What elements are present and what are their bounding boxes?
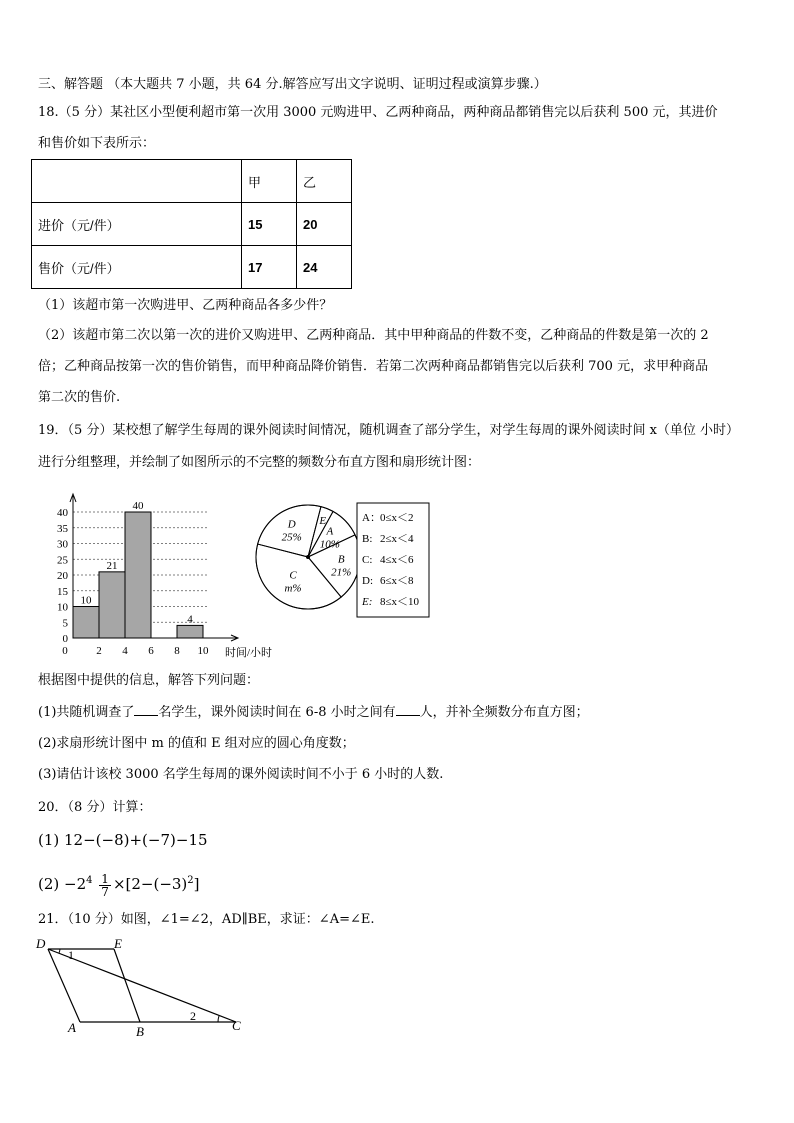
y-tick-label: 30 (57, 538, 68, 551)
table-cell: 20 (297, 203, 352, 246)
q19-sub1-c: 人，并补全频数分布直方图； (419, 705, 589, 720)
table-row (32, 203, 352, 246)
pie-slice-label: D (287, 518, 296, 531)
fraction-numerator: 1 (101, 871, 109, 886)
q18-part1: （1）该超市第一次购进甲、乙两种商品各多少件？ (38, 298, 333, 313)
expr2-prefix: (2) −2 (38, 875, 87, 893)
pie-slice-label: C (289, 569, 297, 582)
segment-EB (114, 949, 140, 1022)
label-A: A (68, 1020, 76, 1035)
pie-center-dot (306, 555, 310, 559)
x-tick-label: 6 (148, 645, 154, 657)
legend-key: A： (362, 512, 381, 524)
y-tick-label: 20 (57, 570, 68, 582)
table-cell: 进价（元/件） (32, 203, 242, 246)
legend-range: 6≤x＜8 (380, 575, 414, 587)
legend-range: 4≤x＜6 (380, 554, 414, 566)
y-tick-label: 0 (62, 633, 68, 645)
q19-after: 根据图中提供的信息，解答下列问题： (38, 673, 260, 688)
y-tick-label: 40 (57, 507, 68, 519)
legend-range: 0≤x＜2 (380, 512, 414, 524)
q18-part2-line1: （2）该超市第二次以第一次的进价又购进甲、乙两种商品．其中甲种商品的件数不变，乙种商品的件数是第一次的 2 (38, 328, 709, 343)
table-row (32, 160, 352, 203)
y-tick-label: 35 (57, 522, 68, 535)
q20-expr1: (1) 12−(−8)+(−7)−15 (38, 831, 208, 849)
table-cell: 17 (242, 246, 297, 289)
expr2-middle: ×[2−(−3) (112, 875, 188, 893)
x-tick-label: 2 (96, 645, 102, 657)
legend-key: B: (362, 533, 373, 545)
expr2-exponent: 4 (86, 875, 93, 886)
table-row (32, 246, 352, 289)
bar-value-label: 40 (132, 500, 144, 512)
y-tick-label: 15 (57, 585, 68, 598)
bar-value-label: 4 (187, 613, 193, 626)
histogram-bar (125, 512, 151, 638)
pie-slice-percent: 21% (331, 566, 352, 579)
q18-line1: 18.（5 分）某社区小型便利超市第一次用 3000 元购进甲、乙两种商品，两种商品都销售完以后获利 500 元，其进价 (38, 105, 718, 120)
table-header-cell: 乙 (297, 160, 352, 203)
geometry-figure (34, 938, 254, 1038)
histogram-bar (99, 572, 125, 638)
q20-expr2 (38, 866, 200, 899)
label-angle-2: 2 (190, 1009, 196, 1023)
pie-slice-label: E (319, 514, 327, 527)
label-E: E (114, 938, 122, 951)
q19-line2: 进行分组整理，并绘制了如图所示的不完整的频数分布直方图和扇形统计图： (38, 455, 481, 470)
x-tick-label: 0 (62, 645, 68, 657)
table-cell: 售价（元/件） (32, 246, 242, 289)
q18-part2-line2: 倍；乙种商品按第一次的售价销售，而甲种商品降价销售．若第二次两种商品都销售完以后获利 700 元，求甲种商品 (38, 359, 709, 374)
angle-2-arc (218, 1016, 219, 1022)
legend-key: D: (362, 575, 373, 587)
pie-slice-percent: 10% (319, 538, 340, 551)
expr2-exponent2: 2 (187, 875, 194, 886)
expr2-end: ] (193, 875, 200, 893)
fraction-denominator: 7 (101, 884, 109, 899)
pie-legend (356, 502, 432, 620)
label-angle-1: 1 (68, 948, 74, 962)
legend-key: C: (362, 554, 373, 566)
q20-title: 20．（8 分）计算： (38, 800, 152, 815)
answer-blank (134, 703, 158, 716)
histogram-bar (73, 607, 99, 639)
q18-part2-line3: 第二次的售价. (38, 390, 121, 405)
x-tick-label: 8 (174, 645, 180, 657)
y-tick-label: 5 (62, 617, 68, 630)
q19-sub1-b: 名学生，课外阅读时间在 6-8 小时之间有 (158, 705, 396, 720)
pie-slice-percent: m% (284, 582, 302, 595)
bar-value-label: 21 (106, 559, 118, 572)
bar-value-label: 10 (80, 594, 92, 607)
x-axis-label: 时间/小时 (225, 647, 273, 658)
pie-slice-label: A (326, 525, 334, 538)
table-header-cell (32, 160, 242, 203)
x-tick-label: 10 (197, 645, 209, 657)
answer-blank (396, 703, 420, 716)
q19-sub2: (2)求扇形统计图中 m 的值和 E 组对应的圆心角度数； (38, 736, 355, 751)
table-cell: 24 (297, 246, 352, 289)
legend-range: 8≤x＜10 (380, 596, 420, 608)
label-B: B (136, 1024, 144, 1038)
pie-slice-label: B (337, 553, 345, 566)
q21-line: 21．（10 分）如图，∠1=∠2，AD∥BE，求证：∠A=∠E. (38, 912, 375, 927)
x-tick-label: 4 (122, 645, 128, 657)
table-header-cell: 甲 (242, 160, 297, 203)
q18-line2: 和售价如下表所示： (38, 136, 156, 151)
q19-line1: 19．（5 分）某校想了解学生每周的课外阅读时间情况，随机调查了部分学生，对学生每周的课外阅读时间 x（单位 小时） (38, 423, 740, 438)
price-table (31, 159, 352, 289)
q19-sub1 (38, 703, 589, 722)
segment-DC (48, 949, 236, 1022)
label-C: C (232, 1018, 241, 1033)
label-D: D (36, 938, 46, 951)
legend-range: 2≤x＜4 (380, 533, 414, 545)
y-tick-label: 25 (57, 554, 68, 567)
legend-key: E: (362, 596, 373, 608)
table-cell: 15 (242, 203, 297, 246)
pie-slice-percent: 25% (281, 531, 302, 544)
q19-sub3: (3)请估计该校 3000 名学生每周的课外阅读时间不小于 6 小时的人数. (38, 767, 444, 782)
y-tick-label: 10 (57, 601, 68, 614)
fraction (99, 873, 111, 898)
section-header: 三、解答题 （本大题共 7 小题，共 64 分.解答应写出文字说明、证明过程或演算步骤.） (38, 77, 547, 92)
q19-sub1-a: (1)共随机调查了 (38, 705, 135, 720)
histogram-chart (40, 488, 280, 658)
histogram-bar (177, 625, 203, 638)
